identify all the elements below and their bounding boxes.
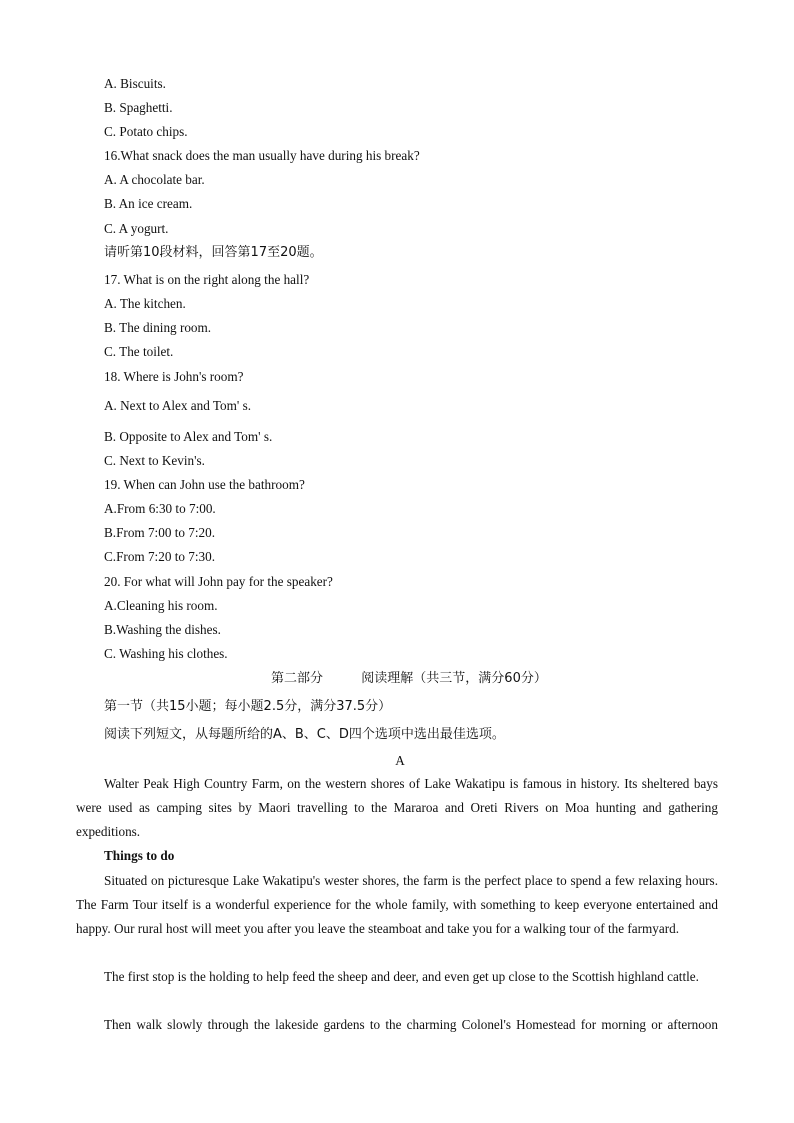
paragraph-text: Then walk slowly through the lakeside gardens to the charming Colonel's Homestead for morning or afternoon <box>104 1017 718 1032</box>
reading-instruction: 阅读下列短文，从每题所给的A、B、C、D四个选项中选出最佳选项。 <box>104 727 505 742</box>
passage-paragraph-4 <box>76 1013 718 1037</box>
reading-part-label: 第二部分 <box>271 671 324 686</box>
paragraph-text: The first stop is the holding to help feed the sheep and deer, and even get up close to the Scottish highland cattle. <box>104 969 699 984</box>
q16-option-b: B. An ice cream. <box>104 196 193 211</box>
q20-option-b: B.Washing the dishes. <box>104 622 221 637</box>
q20-option-a: A.Cleaning his room. <box>104 598 218 613</box>
paragraph-text: Situated on picturesque Lake Wakatipu's wester shores, the farm is the perfect place to spend a few relaxing hours. The Farm Tour itself is a wonderful experience for the whole family, with something to keep everyone entertained and happy. Our rural host will meet you after you leave the steamboat and take you for a walking tour of the farmyard. <box>76 873 718 936</box>
q15-option-c: C. Potato chips. <box>104 124 188 139</box>
q18-option-a: A. Next to Alex and Tom' s. <box>104 398 251 413</box>
passage-paragraph-3 <box>76 965 718 989</box>
q16-option-c: C. A yogurt. <box>104 221 169 236</box>
reading-part-heading <box>271 670 547 688</box>
q19-option-c: C.From 7:20 to 7:30. <box>104 549 216 564</box>
q17-question: 17. What is on the right along the hall? <box>104 272 310 287</box>
q16-question: 16.What snack does the man usually have during his break? <box>104 148 420 163</box>
reading-part-title: 阅读理解（共三节，满分60分） <box>361 671 547 686</box>
passage-paragraph-1 <box>76 772 718 844</box>
q17-option-c: C. The toilet. <box>104 344 174 359</box>
passage-paragraph-2 <box>76 869 718 941</box>
q18-question: 18. Where is John's room? <box>104 369 244 384</box>
q20-option-c: C. Washing his clothes. <box>104 646 228 661</box>
q17-option-a: A. The kitchen. <box>104 296 186 311</box>
things-to-do-heading: Things to do <box>104 848 175 863</box>
q19-option-a: A.From 6:30 to 7:00. <box>104 501 216 516</box>
q18-option-c: C. Next to Kevin's. <box>104 453 205 468</box>
q16-option-a: A. A chocolate bar. <box>104 172 205 187</box>
listening-instruction-10: 请听第10段材料，回答第17至20题。 <box>104 245 323 260</box>
q19-option-b: B.From 7:00 to 7:20. <box>104 525 216 540</box>
q19-question: 19. When can John use the bathroom? <box>104 477 305 492</box>
q17-option-b: B. The dining room. <box>104 320 212 335</box>
reading-section-1: 第一节（共15小题；每小题2.5分，满分37.5分） <box>104 699 392 714</box>
q15-option-a: A. Biscuits. <box>104 76 166 91</box>
q18-option-b: B. Opposite to Alex and Tom' s. <box>104 429 273 444</box>
q20-question: 20. For what will John pay for the speaker? <box>104 574 333 589</box>
paragraph-text: Walter Peak High Country Farm, on the western shores of Lake Wakatipu is famous in history. Its sheltered bays were used as camping sites by Maori travelling to the Mararoa and Oreti Rivers on Moa hunting and gathering expeditions. <box>76 776 718 839</box>
passage-label: A <box>395 753 405 768</box>
q15-option-b: B. Spaghetti. <box>104 100 173 115</box>
